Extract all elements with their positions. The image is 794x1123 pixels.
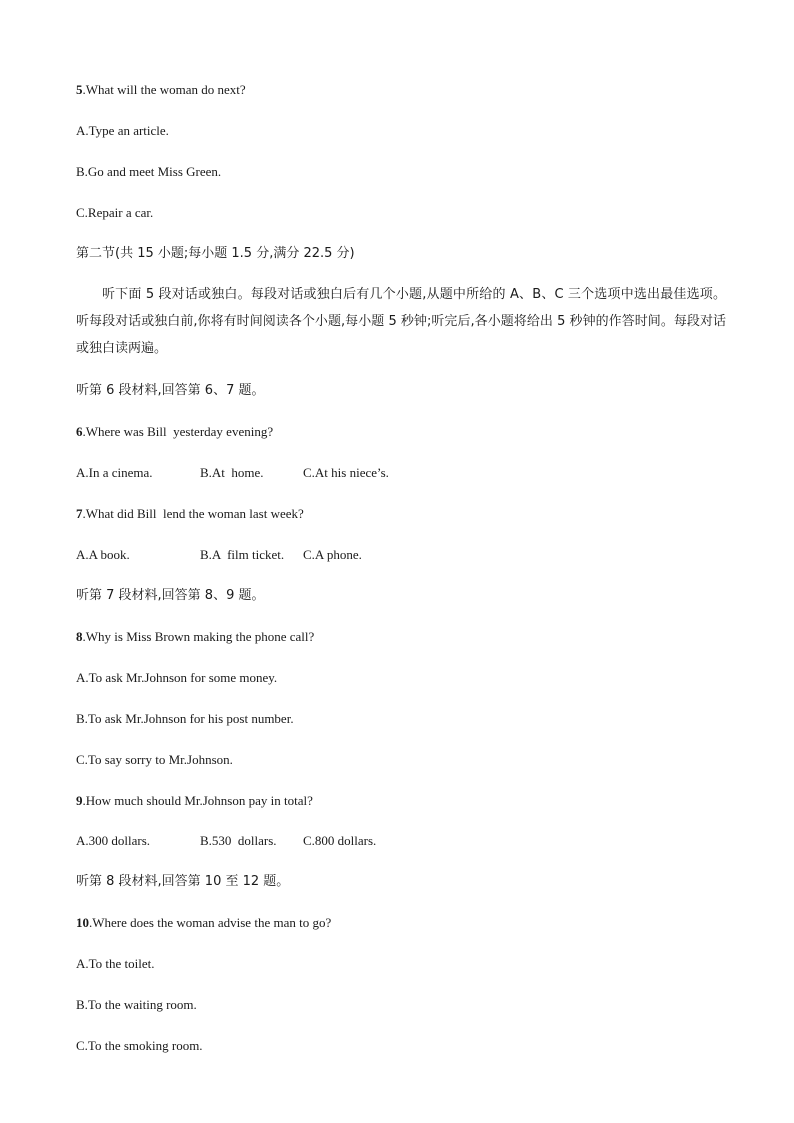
question-7 (76, 506, 304, 522)
option-b: B.530 dollars. (200, 833, 277, 848)
option-b: B.A film ticket. (200, 547, 285, 562)
question-number: 6 (76, 424, 83, 439)
material-heading-8: 听第 8 段材料,回答第 10 至 12 题。 (76, 874, 290, 889)
option-b: B.To the waiting room. (76, 997, 197, 1012)
question-number: 8 (76, 629, 83, 644)
question-number: 9 (76, 793, 83, 808)
option-a: A.To the toilet. (76, 956, 155, 971)
option-a: A.300 dollars. (76, 833, 151, 848)
option-c: C.800 dollars. (303, 833, 377, 848)
question-8 (76, 629, 314, 645)
section-title: 第二节(共 15 小题;每小题 1.5 分,满分 22.5 分) (76, 246, 355, 261)
option-c: C.To the smoking room. (76, 1038, 203, 1053)
material-heading-6: 听第 6 段材料,回答第 6、7 题。 (76, 383, 265, 398)
option-a: A.A book. (76, 547, 130, 562)
question-6 (76, 424, 273, 440)
option-c: C.At his niece’s. (303, 465, 389, 480)
question-number: 7 (76, 506, 83, 521)
question-text: .How much should Mr.Johnson pay in total? (82, 793, 313, 808)
option-b: B.Go and meet Miss Green. (76, 164, 222, 179)
option-a: A.Type an article. (76, 123, 169, 138)
option-b: B.To ask Mr.Johnson for his post number. (76, 711, 294, 726)
question-number: 10 (76, 915, 89, 930)
question-text: .Why is Miss Brown making the phone call? (82, 629, 315, 644)
section-instructions: 听下面 5 段对话或独白。每段对话或独白后有几个小题,从题中所给的 A、B、C 三个选项中选出最佳选项。听每段对话或独白前,你将有时间阅读各个小题,每小题 5 秒钟;听完后,各小题将给出 5 秒钟的作答时间。每段对话或独白读两遍。 (76, 287, 726, 356)
question-text: .Where does the woman advise the man to go? (89, 915, 332, 930)
question-text: .What will the woman do next? (82, 82, 246, 97)
question-number: 5 (76, 82, 83, 97)
option-c: C.Repair a car. (76, 205, 154, 220)
option-a: A.In a cinema. (76, 465, 153, 480)
question-5 (76, 82, 246, 98)
question-text: .Where was Bill yesterday evening? (82, 424, 274, 439)
question-10 (76, 915, 331, 931)
question-9 (76, 793, 313, 809)
question-text: .What did Bill lend the woman last week? (82, 506, 304, 521)
option-c: C.To say sorry to Mr.Johnson. (76, 752, 233, 767)
material-heading-7: 听第 7 段材料,回答第 8、9 题。 (76, 588, 265, 603)
option-a: A.To ask Mr.Johnson for some money. (76, 670, 278, 685)
option-c: C.A phone. (303, 547, 362, 562)
option-b: B.At home. (200, 465, 264, 480)
